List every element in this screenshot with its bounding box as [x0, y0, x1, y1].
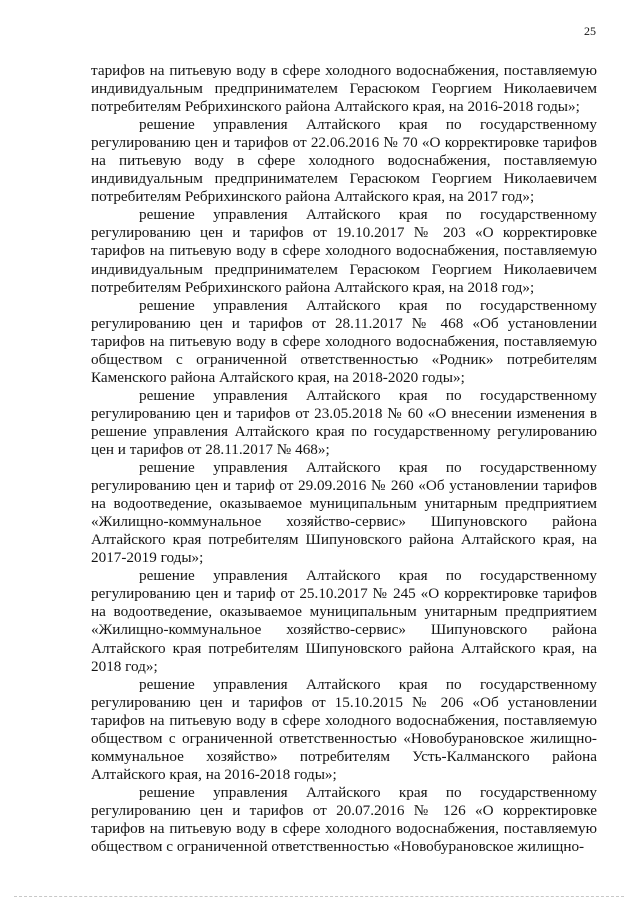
paragraph-decision-2017-468: решение управления Алтайского края по государственному регулированию цен и тарифов от 28.11.2017 № 468 «Об установлении тарифов на питьевую воду в сфере холодного водоснабжения, поставляемую обществом с ограниченной ответственностью «Родник» потребителям Каменского района Алтайского края, на 2018-2020 годы»;	[91, 296, 597, 386]
paragraph-decision-2017-203: решение управления Алтайского края по государственному регулированию цен и тарифов от 19.10.2017 № 203 «О корректировке тарифов на питьевую воду в сфере холодного водоснабжения, поставляемую индивидуальным предпринимателем Герасюком Георгием Николаевичем потребителям Ребрихинского района Алтайского края, на 2018 год»;	[91, 206, 597, 296]
bottom-scan-line	[14, 896, 624, 897]
paragraph-decision-2016-70: решение управления Алтайского края по государственному регулированию цен и тарифов от 22.06.2016 № 70 «О корректировке тарифов на питьевую воду в сфере холодного водоснабжения, поставляемую индивидуальным предпринимателем Герасюком Георгием Николаевичем потребителям Ребрихинского района Алтайского края, на 2017 год»;	[91, 116, 597, 206]
paragraph-continuation: тарифов на питьевую воду в сфере холодного водоснабжения, поставляемую индивидуальным предпринимателем Герасюком Георгием Николаевичем потребителям Ребрихинского района Алтайского края, на 2016-2018 годы»;	[91, 62, 597, 116]
paragraph-decision-2018-60: решение управления Алтайского края по государственному регулированию цен и тарифов от 23.05.2018 № 60 «О внесении изменения в решение управления Алтайского края по государственному регулированию цен и тарифов от 28.11.2017 № 468»;	[91, 386, 597, 458]
paragraph-decision-2016-126: решение управления Алтайского края по государственному регулированию цен и тарифов от 20.07.2016 № 126 «О корректировке тарифов на питьевую воду в сфере холодного водоснабжения, поставляемую обществом с ограниченной ответственностью «Новобурановское жилищно-	[91, 783, 597, 856]
paragraph-decision-2017-245: решение управления Алтайского края по государственному регулированию цен и тариф от 25.10.2017 № 245 «О корректировке тарифов на водоотведение, оказываемое муниципальным унитарным предприятием «Жилищно-коммунальное хозяйство-сервис» Шипуновского района Алтайского края потребителям Шипуновского района Алтайского края, на 2018 год»;	[91, 567, 597, 675]
document-body	[91, 62, 597, 856]
paragraph-decision-2016-260: решение управления Алтайского края по государственному регулированию цен и тариф от 29.09.2016 № 260 «Об установлении тарифов на водоотведение, оказываемое муниципальным унитарным предприятием «Жилищно-коммунальное хозяйство-сервис» Шипуновского района Алтайского края потребителям Шипуновского района Алтайского края, на 2017-2019 годы»;	[91, 459, 597, 567]
page-number: 25	[584, 24, 596, 38]
paragraph-decision-2015-206: решение управления Алтайского края по государственному регулированию цен и тарифов от 15.10.2015 № 206 «Об установлении тарифов на питьевую воду в сфере холодного водоснабжения, поставляемую обществом с ограниченной ответственностью «Новобурановское жилищно-коммунальное хозяйство» потребителям Усть-Калманского района Алтайского края, на 2016-2018 годы»;	[91, 675, 597, 783]
